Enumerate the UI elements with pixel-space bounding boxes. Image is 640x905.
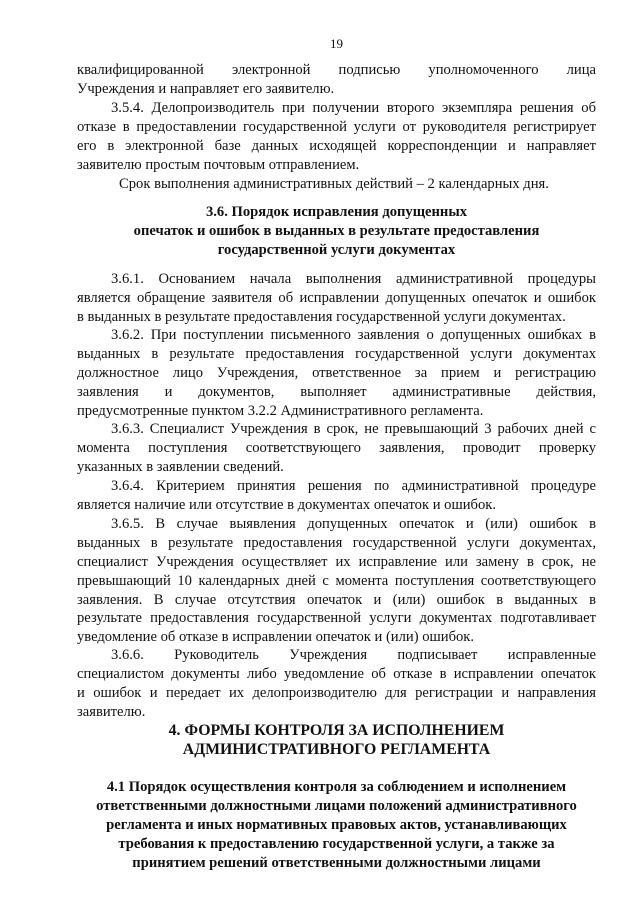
paragraph-3-6-4 [77, 477, 596, 515]
heading-line: 4.1 Порядок осуществления контроля за соблюдением и исполнением [106, 779, 567, 795]
text-line: квалифицированной электронной подписью уполномоченного лица [77, 62, 596, 78]
text-line: 3.6.4. Критерием принятия решения по административной процедуре [111, 478, 596, 494]
text-line: указанных в заявлении сведений. [77, 458, 284, 475]
section-4-1-heading [77, 778, 596, 872]
paragraph-3-6-1 [77, 270, 596, 327]
deadline-paragraph [77, 175, 596, 194]
text-line: заявления и документов, выполняет административные действия, [77, 383, 596, 400]
section-4-heading [77, 721, 596, 759]
text-line: заявителю простым почтовым отправлением. [77, 156, 360, 173]
text-line: Учреждения и направляет его заявителю. [77, 80, 335, 97]
heading-line: принятием решений ответственными должностными лицами [132, 854, 541, 871]
text-line: 3.6.5. В случае выявления допущенных опечаток и (или) ошибок в [111, 516, 596, 532]
paragraph-3-5-4 [77, 99, 596, 175]
text-line: является наличие или отсутствие в документах опечаток и ошибок. [77, 496, 496, 513]
heading-line: ответственными должностными лицами положений административного [96, 797, 577, 814]
heading-line: опечаток и ошибок в выданных в результате предоставления [133, 222, 540, 239]
text-line: его в электронной базе данных исходящей корреспонденции и направляет [77, 137, 596, 154]
heading-line: требования к предоставлению государственной услуги, а также за [118, 835, 555, 852]
text-line: специалист Учреждения осуществляет их исправление или замену в срок, не [77, 553, 596, 570]
text-line: выданных в результате предоставления государственной услуги документах [77, 345, 596, 362]
text-line: Срок выполнения административных действий – 2 календарных дня. [119, 176, 549, 192]
text-line: выданных в результате предоставления государственной услуги документах, [77, 534, 596, 551]
paragraph-3-6-6 [77, 646, 596, 722]
section-3-6-heading [77, 203, 596, 260]
heading-line: 3.6. Порядок исправления допущенных [205, 204, 468, 220]
text-line: 3.6.3. Специалист Учреждения в срок, не превышающий 3 рабочих дней с [111, 421, 596, 437]
text-line: превышающий 10 календарных дней с момента поступления соответствующего [77, 572, 596, 589]
text-line: должностное лицо Учреждения, ответственное за прием и регистрацию [77, 364, 596, 381]
text-line: отказе в предоставлении государственной услуги от руководителя регистрирует [77, 118, 596, 135]
heading-line: АДМИНИСТРАТИВНОГО РЕГЛАМЕНТА [182, 741, 491, 758]
text-line: и ошибок и передает их делопроизводителю для регистрации и направления [77, 684, 596, 701]
heading-line: 4. ФОРМЫ КОНТРОЛЯ ЗА ИСПОЛНЕНИЕМ [168, 722, 505, 739]
text-line: 3.5.4. Делопроизводитель при получении второго экземпляра решения об [111, 100, 596, 116]
text-line: предусмотренные пунктом 3.2.2 Административного регламента. [77, 402, 484, 419]
page-number: 19 [330, 36, 343, 51]
paragraph-3-6-2 [77, 326, 596, 420]
paragraph-continuation [77, 61, 596, 99]
text-line: момента поступления соответствующего заявления, проводит проверку [77, 439, 596, 456]
text-line: является обращение заявителя об исправлении допущенных опечаток и ошибок [77, 289, 596, 306]
heading-line: государственной услуги документах [217, 241, 456, 258]
text-line: заявления. В случае отсутствия опечаток и (или) ошибок в выданных в [77, 591, 596, 608]
text-line: 3.6.6. Руководитель Учреждения подписывает исправленные [111, 647, 596, 663]
text-line: уведомление об отказе в исправлении опечаток и (или) ошибок. [77, 629, 475, 646]
text-line: 3.6.1. Основанием начала выполнения административной процедуры [111, 271, 596, 287]
text-line: 3.6.2. При поступлении письменного заявления о допущенных ошибках в [111, 327, 596, 343]
text-line: специалистом документы либо уведомление об отказе в исправлении опечаток [77, 665, 596, 682]
paragraph-3-6-5 [77, 515, 596, 647]
text-line: результате предоставления государственной услуги документах подготавливает [77, 610, 596, 627]
text-line: в выданных в результате предоставления государственной услуги документах. [77, 308, 566, 325]
paragraph-3-6-3 [77, 420, 596, 477]
heading-line: регламента и иных нормативных правовых актов, устанавливающих [106, 816, 567, 833]
text-line: заявителю. [77, 703, 146, 720]
